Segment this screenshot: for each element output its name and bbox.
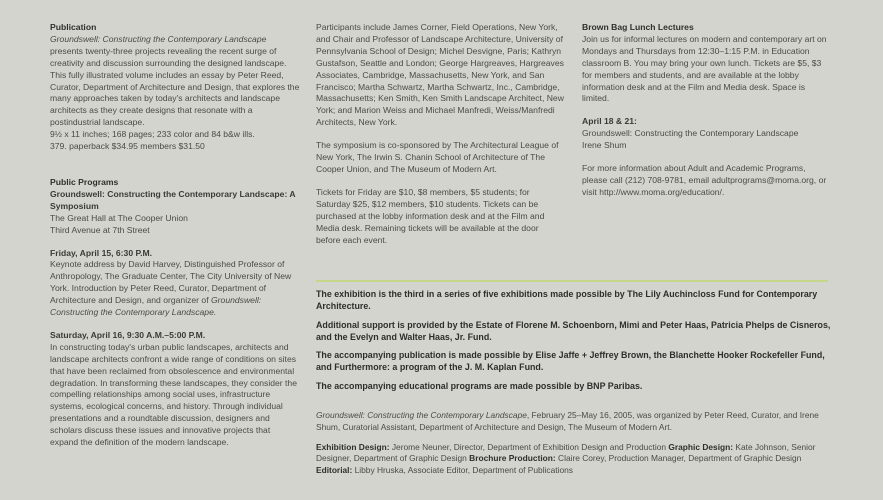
credit-line-4: The accompanying educational programs are made possible by BNP Paribas. <box>316 380 643 391</box>
symposium-tickets: Tickets for Friday are $10, $8 members, $5 students; for Saturday $25, $12 members, $10 students. Tickets can be purchased at the lobby information desk and at the Film and Media desk. Remaining tickets will be available at the door before each event. <box>316 186 545 245</box>
divider-rule <box>316 280 828 282</box>
publication-description <box>50 34 300 129</box>
org-text: , February 25–May 16, 2005, was organized by Peter Reed, Curator, and Irene Shum, Curatorial Assistant, Department of Architecture and Design, The Museum of Modern Art. <box>316 410 819 432</box>
exhibition-design-label: Exhibition Design: <box>316 441 390 452</box>
brochure: Claire Corey, Production Manager, Department of Graphic Design <box>555 453 802 464</box>
graphic-design: Kate Johnson, Senior Designer, Department of Graphic Design <box>316 441 816 464</box>
saturday-body: In constructing today's urban public landscapes, architects and landscape architects confront a wide range of conditions on sites that have been reclaimed from obsolescence and environmental degradation. In transforming these landscapes, they consider the compelling relationships among social uses, infrastructure systems, ecological concerns, and history. Through individual presentations and a roundtable discussion, designers and scholars discuss these issues and innovative projects that expand the definition of the modern landscape. <box>50 341 297 448</box>
brownbag-info: For more information about Adult and Academic Programs, please call (212) 708-9781, email adultprograms@moma.org, or visit http://www.moma.org/education/. <box>582 163 827 197</box>
editorial: Libby Hruska, Associate Editor, Department of Publications <box>352 465 573 476</box>
programs-heading: Public Programs <box>50 176 119 187</box>
graphic-design-label: Graphic Design: <box>668 441 734 452</box>
editorial-label: Editorial: <box>316 465 353 476</box>
brownbag-heading: Brown Bag Lunch Lectures <box>582 22 694 32</box>
brochure-label: Brochure Production: <box>469 453 556 464</box>
publication-body: presents twenty-three projects revealing the recent surge of creativity and discussion surrounding the designed landscape. This fully illustrated volume includes an essay by Peter Reed, Curator, Department of Architecture and Design, that explores the many approaches taken by today's architects and landscape architects as they create designs that resonate with a postindustrial landscape. <box>50 45 300 128</box>
publication-price: 379. paperback $34.95 members $31.50 <box>50 141 205 152</box>
organization-note <box>316 410 836 434</box>
symposium-venue: The Great Hall at The Cooper Union <box>50 212 188 223</box>
friday-body: Keynote address by David Harvey, Distinguished Professor of Anthropology, The Graduate Center, The City University of New York. Introduction by Peter Reed, Curator, Department of Architecture and Design, and organizer of <box>50 259 292 306</box>
friday-date: Friday, April 15, 6:30 P.M. <box>50 247 153 258</box>
staff-credits <box>316 410 836 485</box>
exhibition-design: Jerome Neuner, Director, Department of Exhibition Design and Production <box>389 441 669 452</box>
friday-description <box>50 259 300 319</box>
publication-specs: 9½ x 11 inches; 168 pages; 233 color and 84 b&w ills. <box>50 129 255 140</box>
symposium-title: Groundswell: Constructing the Contemporary Landscape: A Symposium <box>50 188 296 211</box>
right-column <box>582 22 832 199</box>
staff-list <box>316 442 836 477</box>
publication-heading: Publication <box>50 22 97 32</box>
publication-title: Groundswell: Constructing the Contemporary Landscape <box>50 33 267 44</box>
symposium-participants: Participants include James Corner, Field Operations, New York, and Chair and Professor of Landscape Architecture, University of Pennsylvania School of Design; Michel Desvigne, Paris; Kathryn Gustafson, Seattle and London; George Hargreaves, Hargreaves Associates, Cambridge, Massachusetts, New York, and San Francisco; Martha Schwartz, Martha Schwartz, Inc., Cambridge, Massachusetts; Ken Smith, Ken Smith Landscape Architect, New York; and Marion Weiss and Michael Manfredi, Weiss/Manfredi Architects, New York. <box>316 22 564 128</box>
credit-line-1: The exhibition is the third in a series of five exhibitions made possible by The Lily Auchincloss Fund for Contemporary Architecture. <box>316 289 818 312</box>
brownbag-date: April 18 & 21: <box>582 116 637 127</box>
credit-line-2: Additional support is provided by the Estate of Florene M. Schoenborn, Mimi and Peter Haas, Patricia Phelps de Cisneros, and the Evelyn and Walter Haas, Jr. Fund. <box>316 319 831 342</box>
brownbag-body: Join us for informal lectures on modern and contemporary art on Mondays and Thursdays from 12:30–1:15 P.M. in Education classroom B. You may bring your own lunch. Tickets are $5, $3 for members and students, and are available at the lobby information desk and at the Film and Media desk. Space is limited. <box>582 33 827 104</box>
saturday-date: Saturday, April 16, 9:30 A.M.–5:00 P.M. <box>50 329 206 340</box>
credit-line-3: The accompanying publication is made possible by Elise Jaffe + Jeffrey Brown, the Blanchette Hooker Rockefeller Fund, and Furthermore: a program of the J. M. Kaplan Fund. <box>316 350 825 373</box>
symposium-cosponsors: The symposium is co-sponsored by The Architectural League of New York, The Irwin S. Chanin School of Architecture of The Cooper Union, and The Museum of Modern Art. <box>316 140 559 174</box>
left-column <box>50 22 300 449</box>
brownbag-speaker: Irene Shum <box>582 140 627 151</box>
middle-column <box>316 22 564 246</box>
friday-title: Groundswell: Constructing the Contemporary Landscape. <box>50 295 262 318</box>
funding-credits <box>316 288 836 398</box>
org-title: Groundswell: Constructing the Contemporary Landscape <box>316 410 527 420</box>
symposium-address: Third Avenue at 7th Street <box>50 224 150 235</box>
brownbag-lecture: Groundswell: Constructing the Contemporary Landscape <box>582 128 799 139</box>
